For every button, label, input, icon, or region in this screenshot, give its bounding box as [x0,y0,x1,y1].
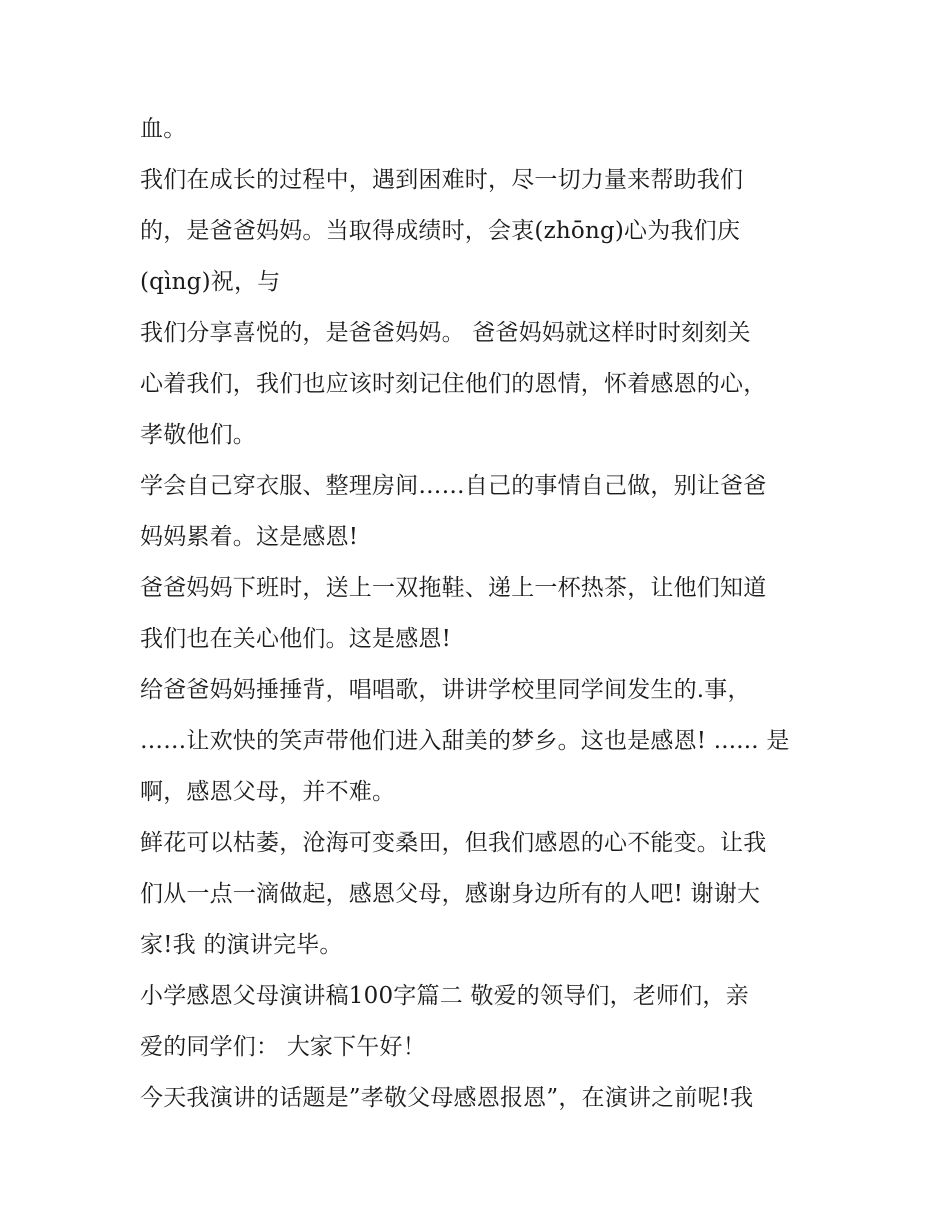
text-line: 我们也在关心他们。这是感恩! [140,626,452,652]
section-heading-line: 小学感恩父母演讲稿100字篇二 敬爱的领导们，老师们，亲 [140,983,749,1009]
text-line: 我们分享喜悦的，是爸爸妈妈。 爸爸妈妈就这样时时刻刻关 [140,320,751,346]
text-line: 鲜花可以枯萎，沧海可变桑田，但我们感恩的心不能变。让我 [140,830,767,856]
text-line: 们从一点一滴做起，感恩父母，感谢身边所有的人吧! 谢谢大 [140,881,761,907]
text-line: 给爸爸妈妈捶捶背，唱唱歌，讲讲学校里同学间发生的.事， [140,677,751,703]
text-line: 啊，感恩父母，并不难。 [140,779,396,805]
text-line: 血。 [140,116,187,142]
text-line: 今天我演讲的话题是”孝敬父母感恩报恩”，在演讲之前呢!我 [140,1085,754,1111]
text-line: 学会自己穿衣服、整理房间……自己的事情自己做，别让爸爸 [140,473,767,499]
text-line: 妈妈累着。这是感恩! [140,524,359,550]
text-line: (qìng)祝，与 [140,269,281,295]
text-line: 心着我们，我们也应该时刻记住他们的恩情，怀着感恩的心， [140,371,767,397]
text-line: 我们在成长的过程中，遇到困难时，尽一切力量来帮助我们 [140,167,744,193]
text-line: 孝敬他们。 [140,422,256,448]
text-line: 的，是爸爸妈妈。当取得成绩时，会衷(zhōng)心为我们庆 [140,218,741,244]
text-line: 爸爸妈妈下班时，送上一双拖鞋、递上一杯热茶，让他们知道 [140,575,767,601]
text-line: 家!我 的演讲完毕。 [140,932,343,958]
text-line: ……让欢快的笑声带他们进入甜美的梦乡。这也是感恩! ...... 是 [140,728,790,754]
text-line: 爱的同学们： 大家下午好！ [140,1034,426,1060]
document-body [140,104,830,1124]
